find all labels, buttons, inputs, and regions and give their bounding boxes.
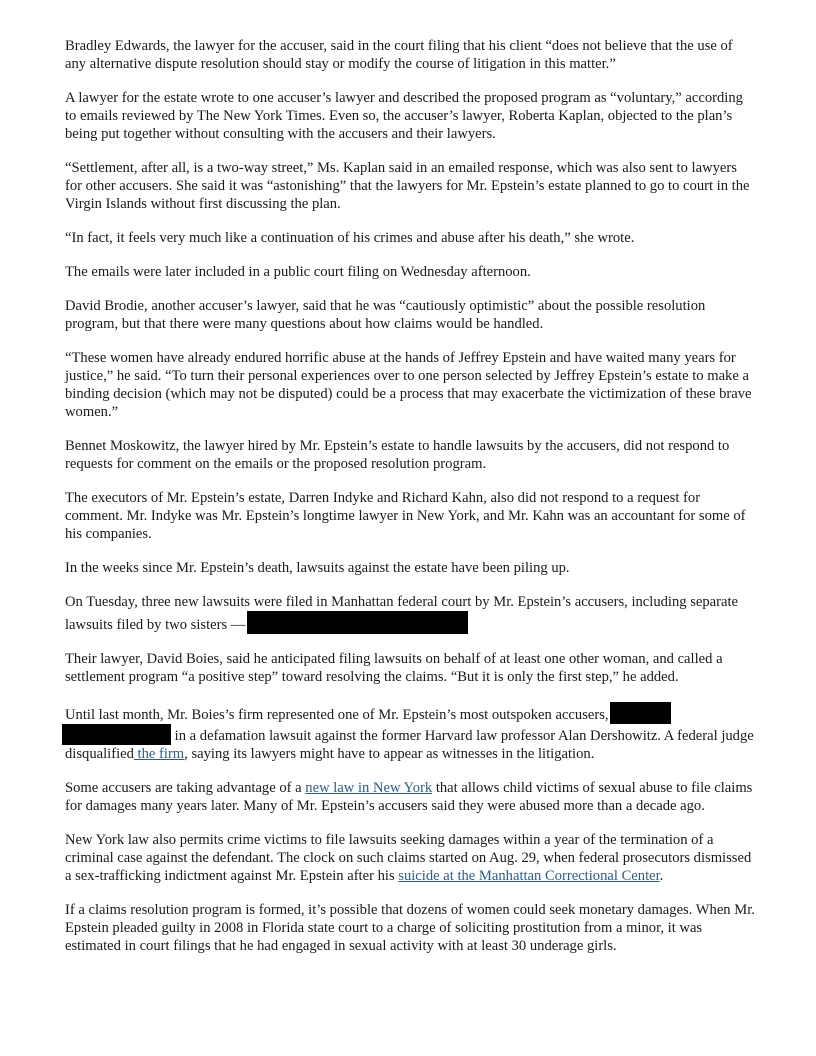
boies-firm-text-after: , saying its lawyers might have to appear as witnesses in the litigation. bbox=[184, 746, 595, 762]
redaction-block bbox=[247, 611, 468, 634]
paragraph-new-lawsuits bbox=[65, 593, 755, 634]
link-suicide-mcc[interactable]: suicide at the Manhattan Correctional Center bbox=[398, 868, 660, 884]
paragraph-claims-program: If a claims resolution program is formed, it’s possible that dozens of women could seek monetary damages. When Mr. Epstein pleaded guilty in 2008 in Florida state court to a charge of soliciting prostitution from a minor, it was estimated in court filings that he had engaged in sexual activity with at least 30 underage girls. bbox=[65, 902, 755, 954]
crime-victims-text-before: New York law also permits crime victims to file lawsuits seeking damages within a year of the termination of a criminal case against the defendant. The clock on such claims started on Aug. 29, when federal prosecutors dismissed a sex-trafficking indictment against Mr. Epstein after his bbox=[65, 832, 752, 884]
paragraph-kaplan-quote: “Settlement, after all, is a two-way street,” Ms. Kaplan said in an emailed response, which was also sent to lawyers for other accusers. She said it was “astonishing” that the lawyers for Mr. Epstein’s estate planned to go to court in the Virgin Islands without first discussing the plan. bbox=[65, 160, 750, 212]
new-law-text-after: that allows child victims of sexual abuse to file claims for damages many years later. Many of Mr. Epstein’s accusers said they were abused more than a decade ago. bbox=[65, 780, 753, 814]
paragraph-emails-filing: The emails were later included in a public court filing on Wednesday afternoon. bbox=[65, 264, 531, 280]
paragraph-brodie: David Brodie, another accuser’s lawyer, said that he was “cautiously optimistic” about the possible resolution program, but that there were many questions about how claims would be handled. bbox=[65, 298, 706, 332]
link-new-law-in-new-york[interactable]: new law in New York bbox=[305, 780, 433, 796]
crime-victims-text-after: . bbox=[659, 868, 664, 884]
redaction-block bbox=[610, 702, 671, 724]
paragraph-executors: The executors of Mr. Epstein’s estate, Darren Indyke and Richard Kahn, also did not respond to a request for comment. Mr. Indyke was Mr. Epstein’s longtime lawyer in New York, and Mr. Kahn was an accountant for some of his companies. bbox=[65, 490, 746, 542]
boies-firm-text-before: Until last month, Mr. Boies’s firm represented one of Mr. Epstein’s most outspoken accusers, bbox=[65, 707, 609, 723]
paragraph-kaplan-wrote: “In fact, it feels very much like a continuation of his crimes and abuse after his death,” she wrote. bbox=[65, 230, 635, 246]
redaction-block bbox=[62, 724, 171, 745]
paragraph-brodie-quote: “These women have already endured horrific abuse at the hands of Jeffrey Epstein and have waited many years for justice,” he said. “To turn their personal experiences over to one person selected by Jeffrey Epstein’s estate to make a binding decision (which may not be disputed) could be a process that may exacerbate the victimization of these brave women.” bbox=[65, 350, 752, 420]
paragraph-edwards: Bradley Edwards, the lawyer for the accuser, said in the court filing that his client “does not believe that the use of any alternative dispute resolution should stay or modify the course of litigation in this matter.” bbox=[65, 38, 733, 72]
link-the-firm[interactable]: the firm bbox=[133, 746, 185, 762]
paragraph-kaplan-objection: A lawyer for the estate wrote to one accuser’s lawyer and described the proposed program as “voluntary,” according to emails reviewed by The New York Times. Even so, the accuser’s lawyer, Roberta Kaplan, objected to the plan’s being put together without consulting with the accusers and their lawyers. bbox=[65, 90, 743, 142]
paragraph-boies-firm bbox=[65, 702, 755, 763]
boies-firm-text-middle: in a defamation lawsuit against the former Harvard law professor Alan Dershowitz. A federal judge disqualified bbox=[65, 728, 754, 762]
paragraph-new-law bbox=[65, 779, 755, 815]
paragraph-moskowitz: Bennet Moskowitz, the lawyer hired by Mr. Epstein’s estate to handle lawsuits by the accusers, did not respond to requests for comment on the emails or the proposed resolution program. bbox=[65, 438, 730, 472]
paragraph-lawsuits-piling: In the weeks since Mr. Epstein’s death, lawsuits against the estate have been piling up. bbox=[65, 560, 570, 576]
new-law-text-before: Some accusers are taking advantage of a bbox=[65, 780, 306, 796]
new-lawsuits-text: On Tuesday, three new lawsuits were filed in Manhattan federal court by Mr. Epstein’s accusers, including separate lawsuits filed by two sisters — bbox=[65, 594, 739, 633]
paragraph-boies: Their lawyer, David Boies, said he anticipated filing lawsuits on behalf of at least one other woman, and called a settlement program “a positive step” toward resolving the claims. “But it is only the first step,” he added. bbox=[65, 651, 723, 685]
paragraph-crime-victims bbox=[65, 831, 755, 885]
article-body bbox=[65, 37, 755, 971]
